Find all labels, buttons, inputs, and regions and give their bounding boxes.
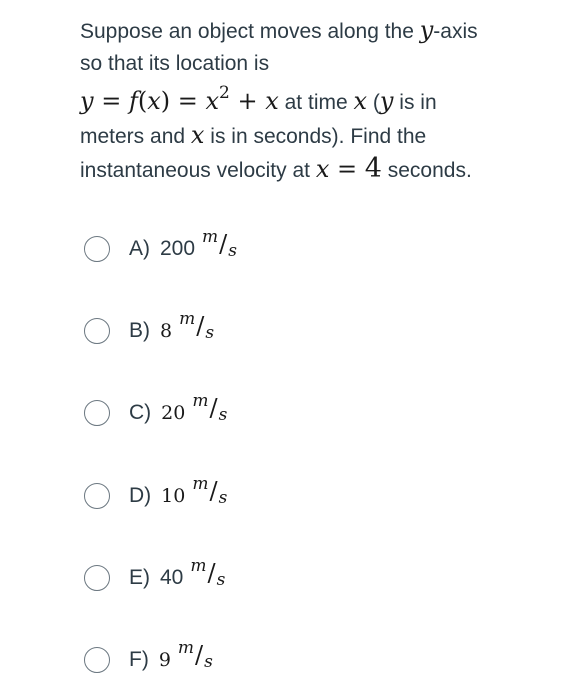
- radio-button[interactable]: [84, 565, 110, 591]
- unit-numerator: m: [192, 391, 209, 411]
- question-line-1: [80, 14, 520, 48]
- unit-fraction: [202, 227, 237, 266]
- option-letter: B): [129, 319, 150, 342]
- unit-fraction: [177, 638, 213, 677]
- question-text-segment: is in seconds). Find the: [204, 125, 427, 148]
- option-letter: F): [129, 648, 149, 671]
- option-label: [129, 227, 237, 266]
- radio-button[interactable]: [84, 647, 110, 673]
- unit-numerator: m: [192, 474, 209, 494]
- question-line-2: so that its location is: [80, 52, 270, 75]
- option-value: 9: [158, 649, 171, 671]
- answer-option-a[interactable]: [84, 229, 237, 269]
- unit-denominator: s: [218, 488, 228, 508]
- unit-slash: /: [196, 312, 205, 340]
- answer-option-c[interactable]: [84, 393, 227, 433]
- radio-button[interactable]: [84, 318, 110, 344]
- math-function: f: [128, 87, 138, 115]
- option-value: 20: [161, 402, 186, 424]
- option-letter: A): [129, 237, 150, 260]
- math-variable: x: [205, 87, 220, 115]
- unit-denominator: s: [218, 405, 228, 425]
- question-text-segment: instantaneous velocity at: [80, 159, 316, 182]
- option-value: 200: [160, 237, 196, 260]
- question-line-3: [80, 80, 520, 119]
- math-variable: y: [80, 87, 94, 115]
- math-variable: x: [265, 87, 279, 115]
- math-operator: =: [170, 87, 206, 115]
- math-paren: ): [160, 87, 171, 115]
- unit-slash: /: [207, 559, 216, 587]
- option-label: [129, 638, 213, 677]
- question-text-segment: Suppose an object moves along the: [80, 20, 420, 43]
- unit-numerator: m: [202, 227, 219, 247]
- option-label: [129, 309, 215, 348]
- unit-fraction: [192, 391, 228, 430]
- math-variable: y: [419, 16, 434, 44]
- math-paren: (: [137, 87, 148, 115]
- unit-numerator: m: [177, 638, 195, 658]
- unit-fraction: [190, 556, 226, 595]
- unit-fraction: [179, 309, 215, 348]
- unit-slash: /: [219, 230, 228, 258]
- unit-slash: /: [195, 641, 204, 669]
- math-variable: y: [379, 87, 394, 115]
- math-operator: =: [329, 155, 365, 183]
- question-text-segment: is in: [393, 91, 437, 114]
- question-text-segment: at time: [278, 91, 354, 114]
- question-text-segment: seconds.: [381, 159, 472, 182]
- unit-slash: /: [209, 394, 218, 422]
- option-label: [129, 391, 228, 430]
- question-text-segment: meters and: [80, 125, 191, 148]
- math-variable: x: [190, 121, 205, 149]
- unit-numerator: m: [179, 309, 196, 329]
- answer-option-e[interactable]: [84, 558, 225, 598]
- radio-button[interactable]: [84, 400, 110, 426]
- math-operator: +: [229, 87, 266, 115]
- option-label: [129, 556, 226, 595]
- option-letter: C): [129, 401, 152, 424]
- math-variable: x: [315, 155, 330, 183]
- answer-option-b[interactable]: [84, 311, 214, 351]
- question-text: [80, 14, 520, 187]
- unit-slash: /: [209, 477, 218, 505]
- answer-option-d[interactable]: [84, 476, 227, 516]
- unit-denominator: s: [205, 323, 215, 343]
- question-line-5: [80, 153, 520, 187]
- radio-button[interactable]: [84, 483, 110, 509]
- unit-denominator: s: [216, 570, 226, 590]
- unit-denominator: s: [228, 241, 237, 261]
- math-operator: =: [93, 87, 129, 115]
- option-label: [129, 474, 228, 513]
- answer-option-f[interactable]: [84, 640, 213, 680]
- math-variable: x: [353, 87, 368, 115]
- math-variable: x: [147, 87, 161, 115]
- math-number: 4: [364, 153, 382, 184]
- radio-button[interactable]: [84, 236, 110, 262]
- option-value: 8: [160, 320, 173, 342]
- unit-numerator: m: [190, 556, 207, 576]
- option-value: 40: [160, 566, 184, 589]
- unit-denominator: s: [204, 652, 213, 672]
- question-line-4: [80, 119, 520, 153]
- option-letter: E): [129, 566, 150, 589]
- option-value: 10: [161, 485, 186, 507]
- question-text-segment: (: [367, 91, 380, 114]
- option-letter: D): [129, 484, 152, 507]
- unit-fraction: [192, 474, 228, 513]
- question-text-segment: -axis: [433, 20, 478, 43]
- math-exponent: 2: [219, 83, 230, 103]
